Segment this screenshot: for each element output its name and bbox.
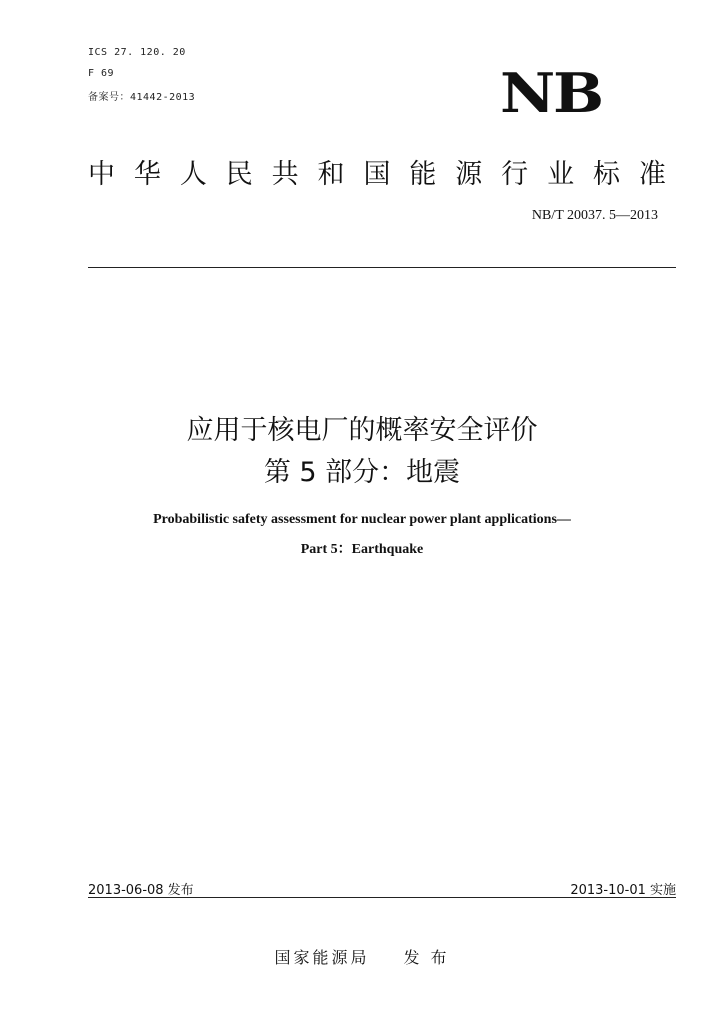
chinese-title-line2: 第 5 部分：地震 xyxy=(263,457,461,488)
organization-char: 行 xyxy=(501,159,529,190)
organization-char: 民 xyxy=(225,159,253,190)
classification-code: F 69 xyxy=(88,68,115,79)
organization-char: 业 xyxy=(547,159,575,190)
organization-char: 准 xyxy=(638,159,666,190)
issuer-name: 国家能源局 xyxy=(274,948,370,967)
standard-number: NB/T 20037. 5—2013 xyxy=(531,208,658,223)
organization-char: 和 xyxy=(317,159,345,190)
organization-char: 源 xyxy=(455,159,483,190)
organization-char: 标 xyxy=(592,159,620,190)
issuer xyxy=(0,945,724,968)
footer-divider xyxy=(88,897,676,898)
filing-number: 备案号：41442-2013 xyxy=(88,92,196,103)
english-title-line1: Probabilistic safety assessment for nuclear power plant applications— xyxy=(153,512,571,527)
organization-char: 国 xyxy=(363,159,391,190)
organization-char: 人 xyxy=(179,159,207,190)
nb-logo: NB xyxy=(500,61,602,125)
english-title-line2: Part 5：Earthquake xyxy=(300,542,424,557)
ics-code: ICS 27. 120. 20 xyxy=(88,47,186,58)
issue-date: 2013-06-08 发布 xyxy=(88,883,194,898)
organization-char: 华 xyxy=(133,159,161,190)
implement-date: 2013-10-01 实施 xyxy=(570,883,676,898)
organization-char: 共 xyxy=(271,159,299,190)
organization-char: 能 xyxy=(409,159,437,190)
issuer-action: 发 布 xyxy=(403,948,450,967)
organization-title xyxy=(88,152,666,191)
organization-char: 中 xyxy=(88,159,115,190)
header-divider xyxy=(88,267,676,268)
chinese-title-line1: 应用于核电厂的概率安全评价 xyxy=(186,415,538,446)
